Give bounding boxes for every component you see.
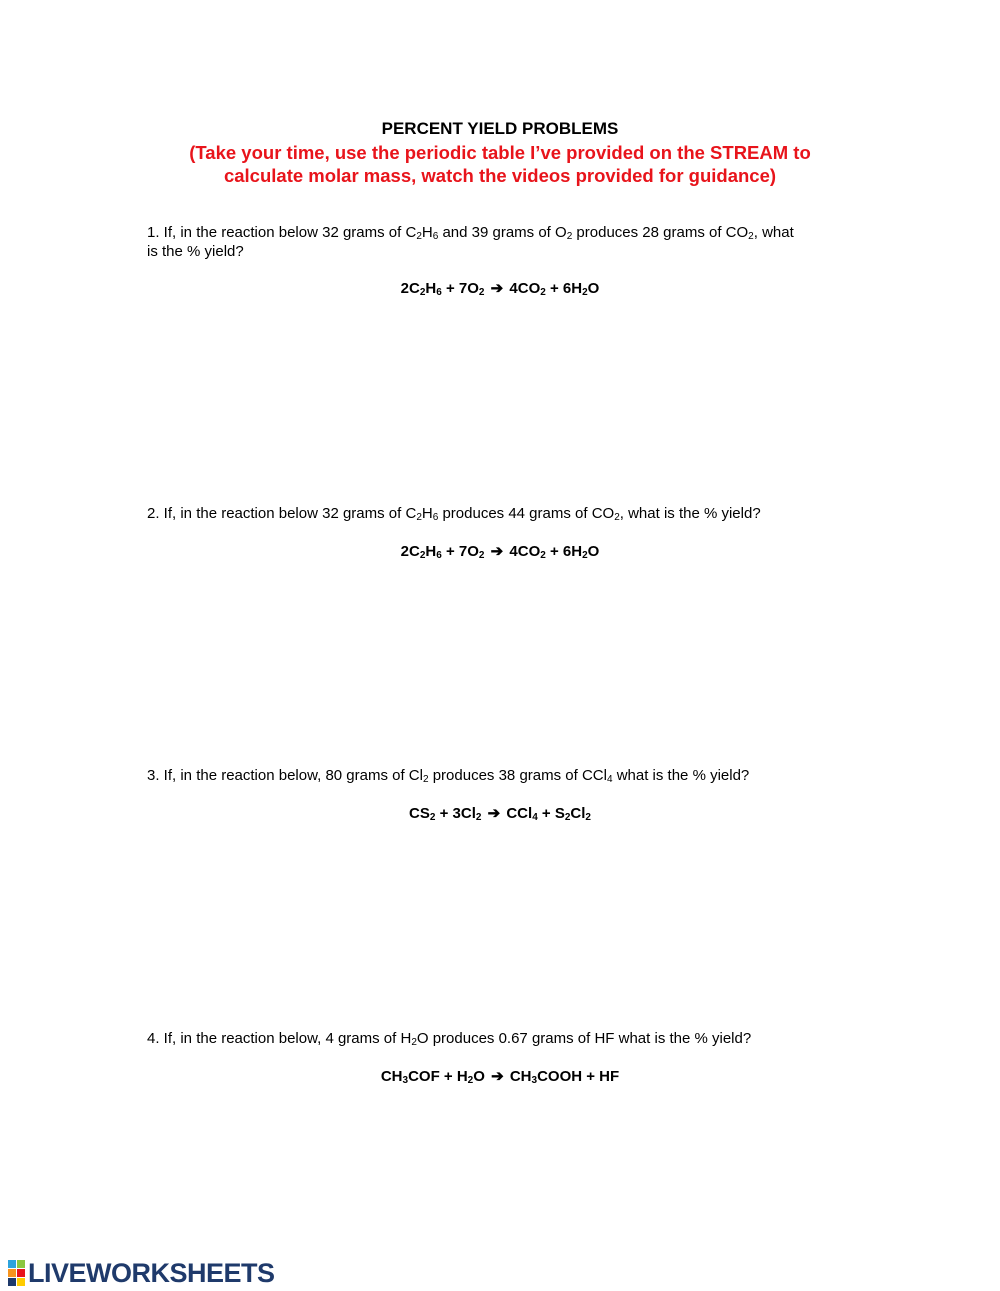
arrow-icon: ➔ (490, 543, 504, 560)
question-3: 3. If, in the reaction below, 80 grams of $Cl_2$ produces 38 grams of CCl$_4$ what is the % yield? (147, 767, 750, 785)
equation-3: $CS_2 + 3Cl_2$ ➔ $CCl_4 + S_2Cl_2$ (409, 805, 591, 823)
instructions-line-1: (Take your time, use the periodic table I’ve provided on the STREAM to (189, 142, 811, 163)
equation-2: $2C_2H_6 + 7O_2$ ➔ $4CO_2 + 6H_2O$ (400, 543, 600, 561)
logo-square (17, 1260, 25, 1268)
question-2: 2. If, in the reaction below 32 grams of $C_2H_6$ produces 44 grams of $CO_2$, what is the % yield? (147, 505, 761, 523)
liveworksheets-logo[interactable] (8, 1258, 275, 1288)
arrow-icon: ➔ (490, 280, 504, 297)
worksheet-title: PERCENT YIELD PROBLEMS (381, 119, 619, 138)
liveworksheets-logo-icon (8, 1260, 25, 1286)
equation-4: $CH_3COF + H_2O$ ➔ $CH_3COOH$ + HF (380, 1068, 620, 1086)
question-4: 4. If, in the reaction below, 4 grams of $H_2O$ produces 0.67 grams of HF what is the % yield? (147, 1030, 752, 1048)
equation-1: $2C_2H_6 + 7O_2$ ➔ $4CO_2 + 6H_2O$ (400, 280, 600, 298)
logo-square (17, 1269, 25, 1277)
logo-square (17, 1278, 25, 1286)
arrow-icon: ➔ (491, 1068, 504, 1085)
question-1-line-2: is the % yield? (147, 243, 244, 260)
question-1: 1. If, in the reaction below 32 grams of $C_2H_6$ and 39 grams of $O_2$ produces 28 grams of $CO_2$, what is the % yield? (147, 224, 794, 260)
instructions (0, 141, 1000, 187)
logo-square (8, 1269, 16, 1277)
logo-square (8, 1278, 16, 1286)
logo-text: LIVEWORKSHEETS (28, 1257, 275, 1288)
logo-square (8, 1260, 16, 1268)
arrow-icon: ➔ (487, 805, 501, 822)
instructions-line-2: calculate molar mass, watch the videos provided for guidance) (223, 165, 777, 186)
